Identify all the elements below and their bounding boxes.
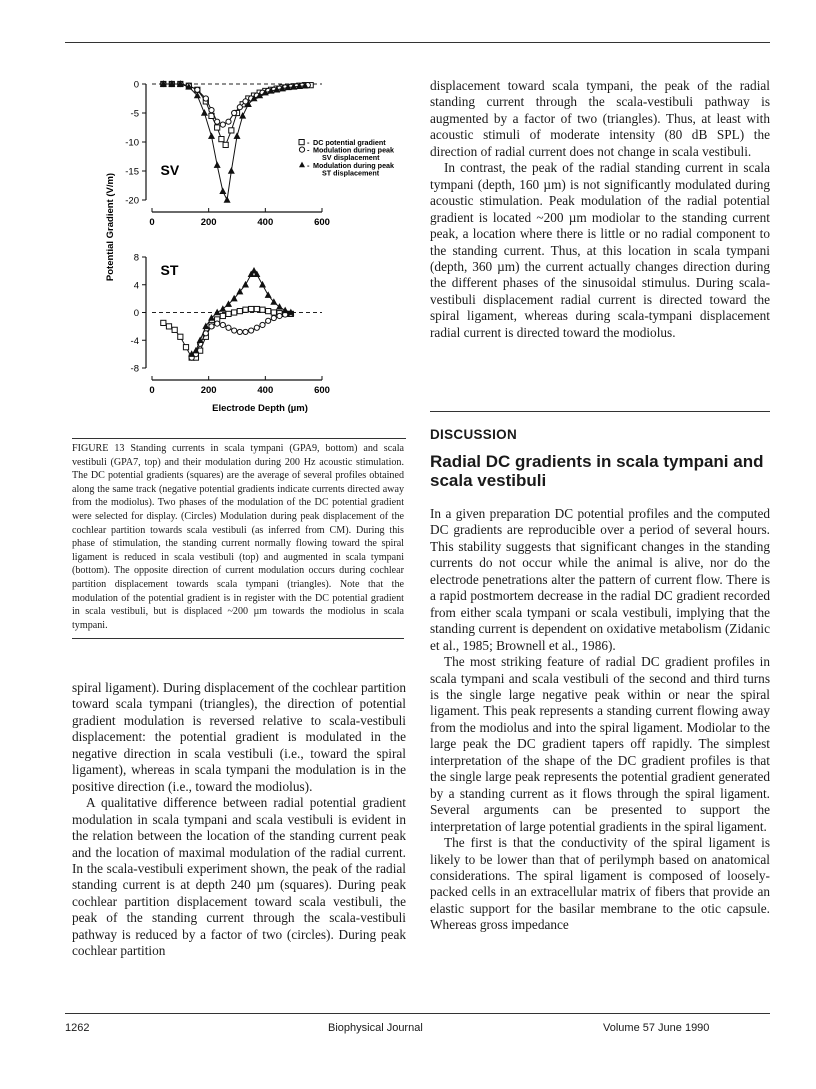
left-column xyxy=(72,680,406,960)
legend-dash: - xyxy=(307,145,310,155)
x-tick-label: 600 xyxy=(314,217,330,228)
data-point-circle xyxy=(243,329,248,334)
data-point-circle xyxy=(226,119,231,124)
y-tick-label: 0 xyxy=(133,79,139,91)
y-tick-label: 4 xyxy=(133,280,139,292)
data-point-square xyxy=(237,309,242,314)
right-column-top xyxy=(430,78,770,341)
section-rule xyxy=(430,411,770,412)
data-point-circle xyxy=(254,325,259,330)
data-point-triangle xyxy=(224,197,230,203)
data-point-circle xyxy=(215,119,220,124)
y-tick-label: -5 xyxy=(130,108,139,120)
data-point-triangle xyxy=(220,188,226,194)
legend-label: DC potential gradient xyxy=(313,138,386,147)
data-point-square xyxy=(220,313,225,318)
x-tick-label: 200 xyxy=(200,385,217,396)
legend-label: ST displacement xyxy=(322,168,380,178)
paragraph: A qualitative difference between radial potential gradient modulation in scala tympani and scala vestibuli is evident in the relation between the location of the standing current peak and the location of maximal modulation of the radial current. In the scala-vestibuli experiment shown, the peak of the radial standing current is at depth 240 µm (squares). During peak cochlear partition displacement toward scala vestibuli, the peak of the standing current through the scala-vestibuli pathway is reduced by a factor of two (circles). During peak cochlear partition xyxy=(72,795,406,959)
data-point-circle xyxy=(209,108,214,113)
legend-dash: - xyxy=(307,138,310,147)
series-line xyxy=(160,84,305,200)
x-tick-label: 0 xyxy=(149,385,155,396)
data-point-triangle xyxy=(282,307,288,313)
data-point-circle xyxy=(232,110,237,115)
right-column-bottom xyxy=(430,506,770,934)
data-point-circle xyxy=(220,122,225,127)
y-tick-label: -8 xyxy=(130,363,139,375)
data-point-circle xyxy=(226,325,231,330)
y-tick-label: 8 xyxy=(133,252,139,264)
data-point-circle xyxy=(215,321,220,326)
x-tick-label: 0 xyxy=(149,217,155,228)
x-axis-label: Electrode Depth (µm) xyxy=(212,403,308,414)
data-point-circle xyxy=(249,328,254,333)
data-point-circle xyxy=(277,313,282,318)
paragraph: The most striking feature of radial DC gradient profiles in scala tympani and scala vestibuli of the second and third turns is the single large negative peak within or near the spiral ligament. This peak represents a standing current flowing away from the modiolus and into the spiral ligament. Modiolar to the large peak the DC gradient tapers off rapidly. The simplest interpretation of the shape of the DC gradient profiles is that the single large peak represents the potential gradient generated by a standing current as it flows through the spiral ligament. Several arguments can be presented to support the interpretation of large potential gradients in the spiral ligament. xyxy=(430,654,770,834)
data-point-square xyxy=(223,142,228,147)
data-point-triangle xyxy=(260,282,266,288)
data-point-circle xyxy=(237,105,242,110)
data-point-circle xyxy=(203,96,208,101)
legend xyxy=(299,138,394,177)
data-point-square xyxy=(260,307,265,312)
volume-info: Volume 57 June 1990 xyxy=(603,1022,710,1034)
data-point-triangle xyxy=(228,168,234,174)
data-point-square xyxy=(178,334,183,339)
data-point-circle xyxy=(266,318,271,323)
data-point-circle xyxy=(209,324,214,329)
panel-label: SV xyxy=(160,162,180,178)
legend-marker-circle xyxy=(299,147,304,152)
legend-dash: - xyxy=(307,160,310,170)
y-tick-label: -4 xyxy=(130,335,139,347)
page-number: 1262 xyxy=(65,1022,90,1034)
st-panel xyxy=(131,253,330,397)
figure-caption xyxy=(72,442,404,639)
x-tick-label: 400 xyxy=(257,385,274,396)
subsection-heading: Radial DC gradients in scala tympani and scala vestibuli xyxy=(430,452,764,490)
data-point-circle xyxy=(237,329,242,334)
data-point-square xyxy=(271,310,276,315)
journal-name: Biophysical Journal xyxy=(328,1022,423,1034)
data-point-square xyxy=(183,345,188,350)
y-tick-label: -15 xyxy=(125,166,139,178)
data-point-triangle xyxy=(214,162,220,168)
data-point-circle xyxy=(195,87,200,92)
caption-text: Standing currents in scala tympani (GPA9, bottom) and scala vestibuli (GPA7, top) and their modulation during 200 Hz acoustic stimulation. The DC potential gradients (squares) are the average of several profiles obtained along the same track (negative potential gradients indicate currents directed away from the modiolus). Two phases of the modulation of the DC potential gradient were selected for display. (Circles) Modulation during peak displacement of the cochlear partition towards scala vestibuli (as inferred from CM). During this phase of stimulation, the standing current normally flowing toward the spiral ligament is reduced in scala vestibuli (top) and augmented in scala tympani (bottom). The opposite direction of current modulation occurs during cochlear partition displacement towards scala tympani (triangles). Note that the modulation of the potential gradient is in register with the DC potential gradient in scala vestibuli, but is displaced ~200 µm towards the modiolus in scala tympani. xyxy=(72,443,404,631)
legend-marker-square xyxy=(299,140,304,145)
section-heading: DISCUSSION xyxy=(430,427,518,442)
y-axis-label: Potential Gradient (V/m) xyxy=(105,172,116,282)
data-point-triangle xyxy=(234,133,240,139)
top-rule xyxy=(65,42,770,43)
data-point-circle xyxy=(232,328,237,333)
legend-label: Modulation during peak xyxy=(313,160,395,170)
data-point-square xyxy=(161,320,166,325)
data-point-circle xyxy=(260,322,265,327)
data-point-square xyxy=(232,310,237,315)
data-point-square xyxy=(226,311,231,316)
paragraph: In a given preparation DC potential profiles and the computed DC gradients are reproducible over a period of several hours. This stability suggests that significant changes in the standing currents do not occur while the animal is alive, nor do the electrode penetrations alter the pattern of current flow. There is a rapid postmortem decrease in the radial DC gradient recorded from either scala tympani or scala vestibuli, implying that the standing current is dependent on oxidative metabolism (Zidanic et al., 1985; Brownell et al., 1986). xyxy=(430,506,770,653)
paragraph: In contrast, the peak of the radial standing current in scala tympani (depth, 160 µm) is not significantly modulated during acoustic stimulation. Peak modulation of the radial potential gradient is located ~200 µm modiolar to the standing current peak, a location where there is little or no radial component to the standing current. Thus, at this location in scala tympani (depth, 360 µm) the current actually changes direction during the different phases of the sinusoidal stimulus. During scala-vestibuli displacement radial current is directed toward the spiral ligament, whereas during scala-tympani displacement radial current is directed toward the modiolus. xyxy=(430,160,770,340)
y-tick-label: -10 xyxy=(125,137,139,149)
caption-label: FIGURE 13 xyxy=(72,443,125,454)
data-point-square xyxy=(215,125,220,130)
data-point-triangle xyxy=(240,113,246,119)
legend-label: SV displacement xyxy=(322,153,380,163)
y-tick-label: 0 xyxy=(133,308,139,319)
x-tick-label: 400 xyxy=(257,217,274,228)
footer-rule xyxy=(65,1013,770,1014)
panel-label: ST xyxy=(160,261,179,278)
data-point-square xyxy=(243,307,248,312)
data-point-circle xyxy=(220,322,225,327)
paragraph: displacement toward scala tympani, the peak of the radial standing current through the scala-vestibuli pathway is augmented by a factor of two (triangles). Thus, at least with acoustic stimuli of moderate intensity (80 dB SPL) the direction of radial current does not change in scala vestibuli. xyxy=(430,78,770,159)
y-tick-label: -20 xyxy=(125,195,139,207)
paragraph: The first is that the conductivity of the spiral ligament is likely to be lower than that of perilymph based on anatomical considerations. The spiral ligament is composed of loosely-packed cells in an extracellular matrix of fibers that provide an elastic support for the basilar membrane to the otic capsule. Whereas gross impedance xyxy=(430,835,770,933)
caption-top-rule xyxy=(72,438,406,439)
legend-marker-triangle xyxy=(299,162,305,168)
data-point-triangle xyxy=(243,282,249,288)
data-point-square xyxy=(172,327,177,332)
data-point-square xyxy=(219,137,224,142)
data-point-circle xyxy=(271,315,276,320)
data-point-square xyxy=(166,324,171,329)
data-point-square xyxy=(229,128,234,133)
data-point-square xyxy=(266,309,271,314)
figure-13-chart xyxy=(95,72,415,422)
x-tick-label: 600 xyxy=(314,385,330,396)
data-point-square xyxy=(249,306,254,311)
data-point-triangle xyxy=(265,292,271,298)
sv-panel xyxy=(125,80,330,229)
data-point-triangle xyxy=(201,110,207,116)
x-tick-label: 200 xyxy=(200,217,217,228)
data-point-square xyxy=(254,306,259,311)
data-point-triangle xyxy=(209,133,215,139)
legend-label: Modulation during peak xyxy=(313,145,395,155)
paragraph: spiral ligament). During displacement of the cochlear partition toward scala tympani (triangles), the direction of potential gradient modulation is reversed relative to scala-vestibuli displacement: the potential gradient is modulated in the negative direction in scala vestibuli (i.e., toward the spiral ligament), whereas in scala tympani the modulation is in the positive direction (i.e., toward the modiolus). xyxy=(72,680,406,794)
